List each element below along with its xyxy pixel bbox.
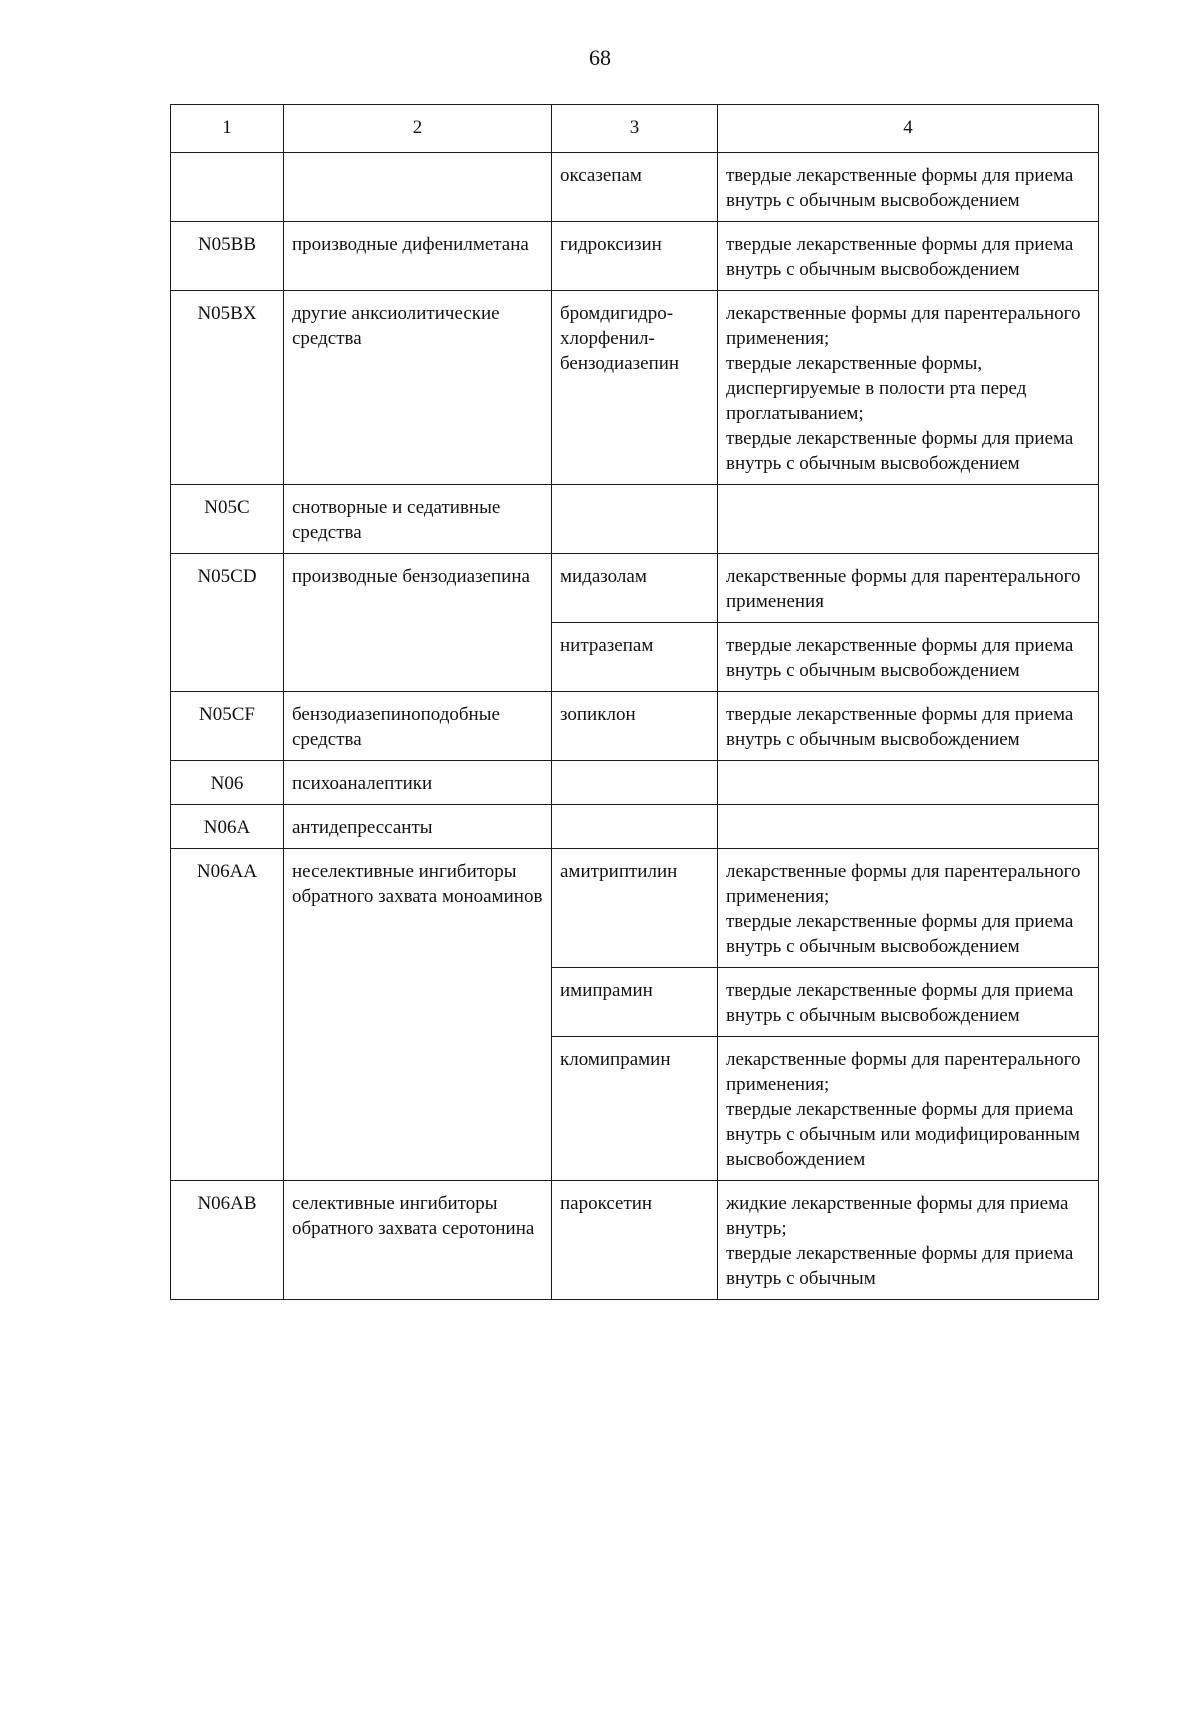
dosage-form-line: твердые лекарственные формы для приема внутрь с обычным — [726, 1243, 1074, 1289]
dosage-form-line: лекарственные формы для парентерального применения — [726, 566, 1081, 612]
dosage-form-line: твердые лекарственные формы для приема внутрь с обычным высвобождением — [726, 704, 1074, 750]
drug-name-cell: нитразепам — [552, 623, 718, 692]
anatomical-group-cell: производные дифенилметана — [284, 222, 552, 291]
drug-name-cell: гидроксизин — [552, 222, 718, 291]
atc-code-cell: N06 — [171, 761, 284, 805]
dosage-forms-cell — [718, 222, 1099, 291]
table-row — [171, 222, 1099, 291]
anatomical-group-cell: производные бензодиазепина — [284, 554, 552, 692]
table-row — [171, 291, 1099, 485]
drug-name-cell: оксазепам — [552, 153, 718, 222]
drug-name-cell — [552, 761, 718, 805]
anatomical-group-cell: селективные ингибиторы обратного захвата серотонина — [284, 1181, 552, 1300]
dosage-form-line: твердые лекарственные формы, диспергируемые в полости рта перед проглатыванием; — [726, 353, 1027, 424]
column-header-3: 3 — [552, 105, 718, 153]
drug-name-cell: имипрамин — [552, 968, 718, 1037]
dosage-form-line: твердые лекарственные формы для приема внутрь с обычным высвобождением — [726, 428, 1074, 474]
anatomical-group-cell: другие анксиолитические средства — [284, 291, 552, 485]
dosage-forms-cell — [718, 849, 1099, 968]
drug-name-cell — [552, 485, 718, 554]
drug-name-cell — [552, 805, 718, 849]
table-row — [171, 805, 1099, 849]
dosage-form-line: твердые лекарственные формы для приема внутрь с обычным высвобождением — [726, 635, 1074, 681]
dosage-form-line: лекарственные формы для парентерального применения; — [726, 1049, 1081, 1095]
dosage-forms-cell — [718, 485, 1099, 554]
dosage-forms-cell — [718, 761, 1099, 805]
dosage-forms-cell — [718, 692, 1099, 761]
drug-name-cell: мидазолам — [552, 554, 718, 623]
atc-code-cell: N05C — [171, 485, 284, 554]
anatomical-group-cell — [284, 153, 552, 222]
column-header-4: 4 — [718, 105, 1099, 153]
drug-name-cell: пароксетин — [552, 1181, 718, 1300]
table-row — [171, 153, 1099, 222]
dosage-form-line: твердые лекарственные формы для приема внутрь с обычным или модифицированным высвобождением — [726, 1099, 1080, 1170]
anatomical-group-cell: психоаналептики — [284, 761, 552, 805]
dosage-form-line: твердые лекарственные формы для приема внутрь с обычным высвобождением — [726, 165, 1074, 211]
dosage-forms-cell — [718, 1181, 1099, 1300]
table-row — [171, 554, 1099, 623]
drug-table — [170, 104, 1099, 1300]
atc-code-cell: N05BB — [171, 222, 284, 291]
table-body — [171, 153, 1099, 1300]
anatomical-group-cell: неселективные ингибиторы обратного захвата моноаминов — [284, 849, 552, 1181]
atc-code-cell: N05BX — [171, 291, 284, 485]
dosage-form-line: твердые лекарственные формы для приема внутрь с обычным высвобождением — [726, 911, 1074, 957]
dosage-forms-cell — [718, 291, 1099, 485]
atc-code-cell — [171, 153, 284, 222]
column-header-1: 1 — [171, 105, 284, 153]
dosage-form-line: лекарственные формы для парентерального применения; — [726, 861, 1081, 907]
atc-code-cell: N06A — [171, 805, 284, 849]
atc-code-cell: N06AA — [171, 849, 284, 1181]
table-row — [171, 692, 1099, 761]
atc-code-cell: N05CD — [171, 554, 284, 692]
atc-code-cell: N05CF — [171, 692, 284, 761]
drug-name-cell: бромдигидро-хлорфенил-бензодиазепин — [552, 291, 718, 485]
drug-name-cell: кломипрамин — [552, 1037, 718, 1181]
drug-name-cell: амитриптилин — [552, 849, 718, 968]
drug-name-cell: зопиклон — [552, 692, 718, 761]
anatomical-group-cell: снотворные и седативные средства — [284, 485, 552, 554]
dosage-form-line: лекарственные формы для парентерального применения; — [726, 303, 1081, 349]
dosage-forms-cell — [718, 805, 1099, 849]
table-row — [171, 849, 1099, 968]
dosage-form-line: жидкие лекарственные формы для приема внутрь; — [726, 1193, 1069, 1239]
page-number: 68 — [589, 45, 611, 70]
dosage-forms-cell — [718, 153, 1099, 222]
table-header-row — [171, 105, 1099, 153]
anatomical-group-cell: антидепрессанты — [284, 805, 552, 849]
dosage-form-line: твердые лекарственные формы для приема внутрь с обычным высвобождением — [726, 980, 1074, 1026]
dosage-forms-cell — [718, 623, 1099, 692]
table-row — [171, 761, 1099, 805]
dosage-form-line: твердые лекарственные формы для приема внутрь с обычным высвобождением — [726, 234, 1074, 280]
table-row — [171, 485, 1099, 554]
anatomical-group-cell: бензодиазепиноподобные средства — [284, 692, 552, 761]
table-row — [171, 1181, 1099, 1300]
dosage-forms-cell — [718, 554, 1099, 623]
atc-code-cell: N06AB — [171, 1181, 284, 1300]
column-header-2: 2 — [284, 105, 552, 153]
dosage-forms-cell — [718, 968, 1099, 1037]
dosage-forms-cell — [718, 1037, 1099, 1181]
